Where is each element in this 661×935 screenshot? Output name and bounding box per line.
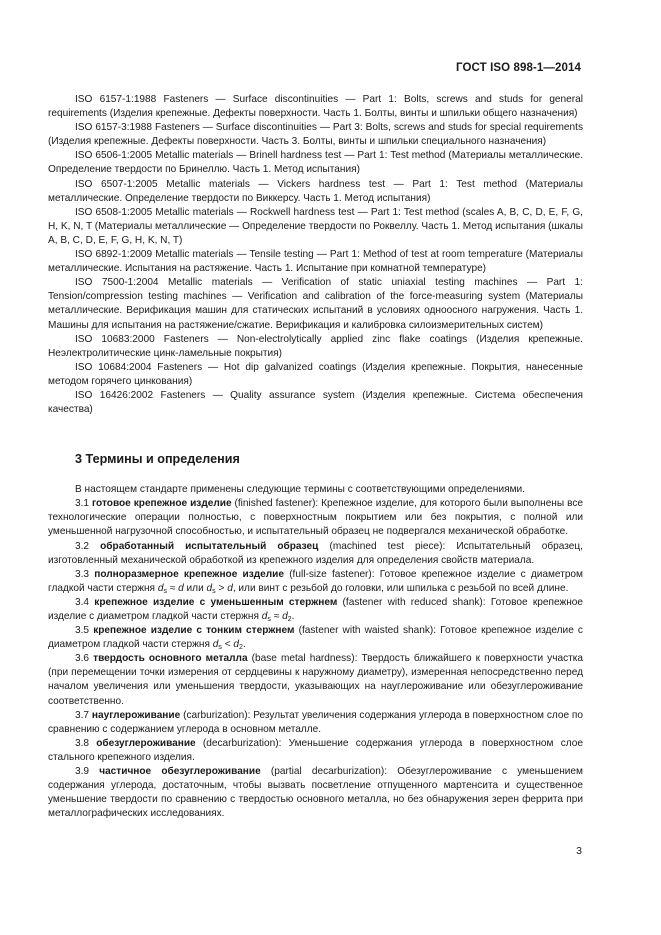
definition-term: частичное обезуглероживание	[99, 766, 261, 778]
definition-term: крепежное изделие с уменьшенным стержнем	[94, 596, 338, 608]
definition-text: (finished fastener): Крепежное изделие, для которого были выполнены все технологические операции полностью, с поверхностным покрытием или без покрытия, с полной или уменьшенной нагрузочной способностью, и испытательный образец не подвергался механической обработке.	[48, 498, 583, 538]
reference-item: ISO 6506-1:2005 Metallic materials — Brinell hardness test — Part 1: Test method (Материалы металлические. Определение твердости по Бринеллю. Часть 1. Метод испытания)	[48, 150, 583, 176]
definition-number: 3.5	[75, 625, 90, 637]
definition-3-8	[48, 737, 583, 765]
definition-number: 3.8	[75, 737, 90, 749]
definition-3-1	[48, 497, 583, 539]
formula-end: .	[242, 639, 246, 651]
definition-number: 3.4	[75, 596, 90, 608]
standard-header: ГОСТ ISO 898-1—2014	[456, 62, 581, 74]
formula-d: d	[261, 611, 268, 622]
reference-item: ISO 10684:2004 Fasteners — Hot dip galvanized coatings (Изделия крепежные. Покрытия, нанесенные методом горячего цинкования)	[48, 361, 583, 387]
definition-text: (partial decarburization): Обезуглероживание с уменьшением содержания углерода, достаточным, чтобы вызвать посветление отпущенного мартенсита и существенное уменьшение твердости по сравнению с твердостью основного металла, но без обнаружения зерен феррита при металлографических исследованиях.	[48, 766, 583, 820]
formula-word: или	[186, 582, 204, 594]
definition-number: 3.7	[75, 709, 90, 721]
normative-references-list	[48, 93, 583, 417]
formula-d: d	[227, 582, 233, 594]
formula-d: d	[282, 611, 288, 622]
reference-item: ISO 6157-3:1988 Fasteners — Surface discontinuities — Part 3: Bolts, screws and studs for special requirements (Изделия крепежные. Дефекты поверхности. Часть 3. Болты, винты и шпильки специального назначения)	[48, 122, 583, 148]
formula-d: d	[233, 639, 240, 651]
reference-item: ISO 7500-1:2004 Metallic materials — Verification of static uniaxial testing machines — Part 1: Tension/compression testing machines — Verification and calibration of the force-measuring system (Материалы металлические. Верификация машин для статических испытаний в условиях одноосного нагружения. Часть 1. Машины для испытания на растяжение/сжатие. Верификация и калибровка силоизмерительных систем)	[48, 277, 583, 331]
definition-text: (fastener with waisted shank): Готовое крепежное изделие с диаметром гладкой части стержня	[48, 625, 583, 651]
formula-sub: 2	[239, 644, 243, 652]
formula-op: <	[224, 639, 231, 651]
formula-sub: s	[163, 587, 167, 595]
definition-term: науглероживание	[91, 709, 181, 721]
reference-item: ISO 10683:2000 Fasteners — Non-electrolytically applied zinc flake coatings (Изделия крепежные. Неэлектролитические цинк-ламельные покрытия)	[48, 333, 583, 359]
definition-text: (fastener with reduced shank): Готовое крепежное изделие с диаметром гладкой части стержня	[48, 596, 583, 622]
definition-3-6	[48, 652, 583, 708]
section-intro: В настоящем стандарте применены следующие термины с соответствующими определениями.	[75, 484, 525, 496]
definition-3-7	[48, 709, 583, 737]
formula-op: ≈	[169, 582, 176, 594]
reference-item: ISO 6157-1:1988 Fasteners — Surface discontinuities — Part 1: Bolts, screws and studs for general requirements (Изделия крепежные. Дефекты поверхности. Часть 1. Болты, винты и шпильки общего назначения)	[48, 94, 583, 120]
definition-term: крепежное изделие с тонким стержнем	[93, 625, 295, 637]
definition-number: 3.2	[75, 540, 90, 552]
formula-sub: 2	[287, 616, 292, 623]
definition-number: 3.9	[75, 766, 90, 778]
section-title: 3 Термины и определения	[75, 452, 240, 467]
definition-text: (carburization): Результат увеличения содержания углерода в поверхностном слое по сравнению с содержанием углерода в основном металле.	[48, 709, 584, 735]
definition-term: готовое крепежное изделие	[91, 498, 232, 510]
formula-op: >	[218, 582, 225, 594]
page-content	[48, 93, 583, 821]
formula-op: ≈	[273, 611, 280, 622]
definition-3-3	[48, 568, 583, 596]
definition-3-4	[48, 596, 583, 624]
definition-text: (machined test piece): Испытательный образец, изготовленный механической обработкой из крепежного изделия для определения свойств материала.	[48, 540, 583, 566]
formula-end: .	[291, 611, 295, 622]
definition-number: 3.3	[75, 568, 90, 580]
reference-item: ISO 16426:2002 Fasteners — Quality assurance system (Изделия крепежные. Система обеспечения качества)	[48, 389, 583, 416]
formula-d: d	[206, 582, 213, 594]
definition-term: твердость основного металла	[93, 653, 248, 665]
reference-item: ISO 6507-1:2005 Metallic materials — Vickers hardness test — Part 1: Test method (Материалы металлические. Определение твердости по Виккерсу. Часть 1. Метод испытания)	[48, 178, 583, 204]
formula-d: d	[178, 582, 184, 594]
definition-term: обработанный испытательный образец	[100, 540, 319, 552]
definition-text: , или винт с резьбой до головки, или шпилька с резьбой по всей длине.	[232, 582, 569, 594]
reference-item: ISO 6892-1:2009 Metallic materials — Tensile testing — Part 1: Method of test at room temperature (Материалы металлические. Испытания на растяжение. Часть 1. Испытание при комнатной температуре)	[48, 249, 583, 275]
formula-d: d	[157, 582, 164, 594]
definition-term: полноразмерное крепежное изделие	[94, 568, 284, 580]
definition-number: 3.6	[75, 653, 90, 665]
formula-d: d	[212, 639, 219, 651]
definition-text: (base metal hardness): Твердость ближайшего к поверхности участка (при перемещении точки измерения от сердцевины к наружному диаметру), измеренная непосредственно перед началом увеличения или уменьшения твердости, указывающих на науглероживание или обезуглероживание соответственно.	[48, 653, 583, 707]
reference-item: ISO 6508-1:2005 Metallic materials — Rockwell hardness test — Part 1: Test method (scales A, B, C, D, E, F, G, H, K, N, T (Материалы металлические — Определение твердости по Роквеллу. Часть 1. Метод испытания (шкалы A, B, C, D, E, F, G, H, K, N, T)	[48, 206, 583, 246]
formula-sub: s	[267, 616, 271, 623]
definition-number: 3.1	[75, 498, 90, 510]
definition-text: (decarburization): Уменьшение содержания углерода в поверхностном слое стального крепежного изделия.	[48, 737, 583, 763]
definition-3-9	[48, 765, 583, 821]
definition-text: (full-size fastener): Готовое крепежное изделие с диаметром гладкой части стержня	[48, 568, 583, 594]
formula-sub: s	[212, 587, 216, 595]
page-number: 3	[576, 845, 582, 857]
definition-3-5	[48, 624, 583, 652]
definition-3-2	[48, 540, 583, 568]
definition-term: обезуглероживание	[96, 737, 196, 749]
formula-sub: s	[218, 644, 222, 652]
